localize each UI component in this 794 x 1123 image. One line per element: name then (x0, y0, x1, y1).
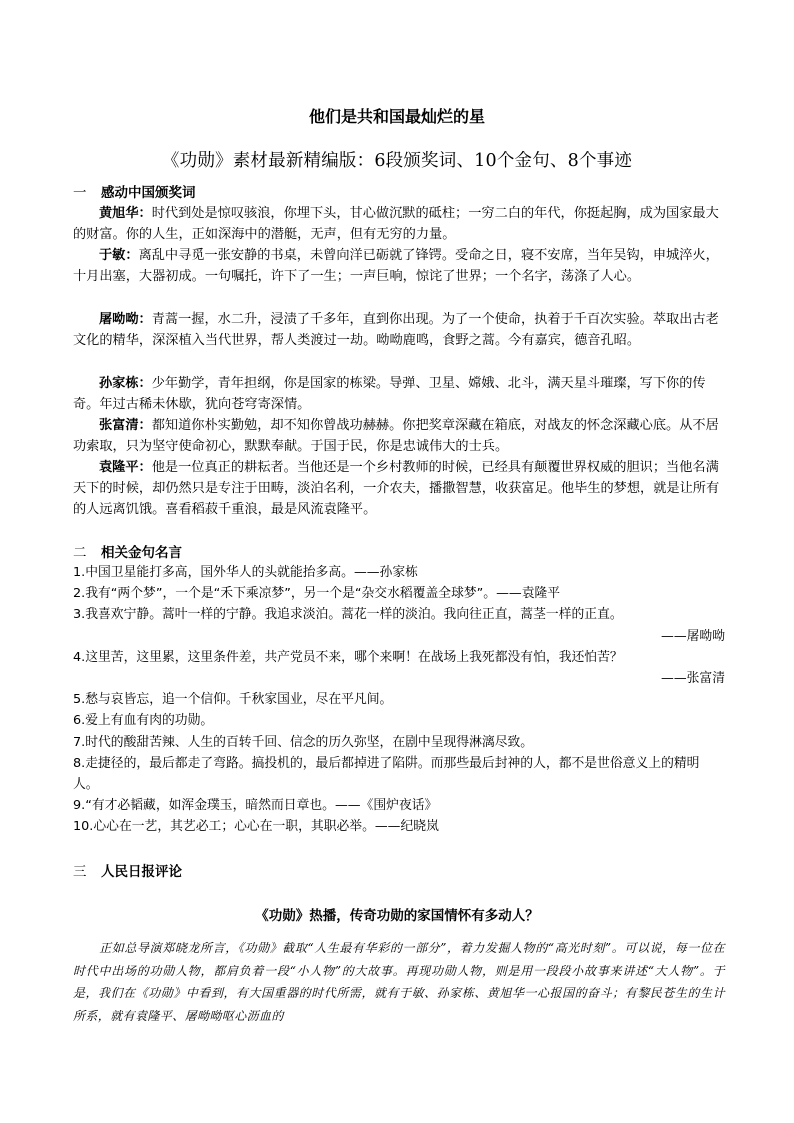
page-title: 他们是共和国最灿烂的星 (308, 107, 485, 126)
list-item: 10.心心在一艺，其艺必工；心心在一职，其职必举。——纪晓岚 (73, 819, 439, 835)
award-name: 屠呦呦： (99, 312, 152, 327)
section-title: 相关金句名言 (101, 545, 182, 561)
award-text: 少年勤学，青年担纲，你是国家的栋梁。导弹、卫星、嫦娥、北斗，满天星斗璀璨，写下你的传奇。年过古稀未休歇，犹向苍穹寄深情。 (73, 376, 706, 413)
quote-attribution: ——屠呦呦 (661, 628, 725, 644)
award-text: 时代到处是惊叹骇浪，你埋下头，甘心做沉默的砥柱；一穷二白的年代，你挺起胸，成为国家最大的财富。你的人生，正如深海中的潜艇，无声，但有无穷的力量。 (73, 206, 719, 243)
list-item: 7.时代的酸甜苦辣、人生的百转千回、信念的历久弥坚，在剧中呈现得淋漓尽致。 (73, 734, 534, 750)
award-name: 黄旭华： (99, 206, 152, 221)
award-entry (73, 373, 725, 415)
list-item: 8.走捷径的，最后都走了弯路。搞投机的，最后都掉进了陷阱。而那些最后封神的人，都不是世俗意义上的精明人。 (73, 755, 700, 793)
section-number: 三 (73, 864, 87, 880)
section-number: 一 (73, 185, 87, 201)
list-item: 1.中国卫星能打多高，国外华人的头就能抬多高。——孙家栋 (73, 565, 418, 580)
page-subtitle: 《功勋》素材最新精编版：6段颁奖词、10个金句、8个事迹 (161, 151, 633, 171)
award-text: 青蒿一握，水二升，浸渍了千多年，直到你出现。为了一个使命，执着于千百次实验。萃取出古老文化的精华，深深植入当代世界，帮人类渡过一劫。呦呦鹿鸣，食野之蒿。今有嘉宾，德音孔昭。 (73, 312, 719, 349)
award-text: 他是一位真正的耕耘者。当他还是一个乡村教师的时候，已经具有颠覆世界权威的胆识；当他名满天下的时候，却仍然只是专注于田畴，淡泊名利，一介农夫，播撒智慧，收获富足。他毕生的梦想，就是让所有的人远离饥饿。喜看稻菽千重浪，最是风流袁隆平。 (73, 460, 720, 518)
award-name: 孙家栋： (99, 376, 152, 391)
award-entry (73, 203, 725, 245)
award-entry (73, 457, 725, 521)
list-item: 3.我喜欢宁静。蒿叶一样的宁静。我追求淡泊。蒿花一样的淡泊。我向往正直，蒿茎一样的正直。 ——屠呦呦 (73, 604, 725, 646)
article-body: 正如总导演郑晓龙所言，《功勋》截取“人生最有华彩的一部分”，着力发掘人物的“高光时刻”。可以说，每一位在时代中出场的功勋人物，都肩负着一段“小人物”的大故事。再现功勋人物，则是用一段段小故事来讲述“大人物”。于是，我们在《功勋》中看到，有大国重器的时代所需，就有于敏、孙家栋、黄旭华一心报国的奋斗；有黎民苍生的生计所系，就有袁隆平、屠呦呦呕心沥血的 (73, 941, 725, 1023)
section-number: 二 (73, 545, 87, 561)
award-entry (73, 415, 725, 457)
award-name: 于敏： (99, 248, 139, 263)
award-entry (73, 309, 725, 351)
list-item: 6.爱上有血有肉的功勋。 (73, 713, 214, 729)
list-item: 9.“有才必韬藏，如浑金璞玉，暗然而日章也。——《围炉夜话》 (73, 798, 438, 814)
section-heading-commentary (73, 860, 182, 880)
section-title: 人民日报评论 (101, 864, 182, 880)
section-heading-quotes (73, 541, 182, 561)
article-title: 《功勋》热播，传奇功勋的家国情怀有多动人？ (255, 908, 539, 924)
list-item: 2.我有“两个梦”，一个是“禾下乘凉梦”，另一个是“杂交水稻覆盖全球梦”。——袁隆平 (73, 586, 561, 602)
quote-list (73, 562, 725, 838)
list-item: 4.这里苦，这里累，这里条件差，共产党员不来，哪个来啊！在战场上我死都没有怕，我还怕苦？ ——张富清 (73, 647, 725, 689)
section-title: 感动中国颁奖词 (101, 185, 196, 201)
section-heading-awards (73, 181, 196, 201)
quote-attribution: ——张富清 (661, 671, 725, 687)
award-name: 张富清： (99, 418, 152, 433)
award-entry (73, 245, 725, 287)
award-text: 都知道你朴实勤勉，却不知你曾战功赫赫。你把奖章深藏在箱底，对战友的怀念深藏心底。从不居功索取，只为坚守使命初心，默默奉献。于国于民，你是忠诚伟大的士兵。 (73, 418, 719, 455)
award-text: 离乱中寻觅一张安静的书桌，未曾向洋已砺就了锋锷。受命之日，寝不安席，当年吴钩，申城淬火，十月出塞，大器初成。一句嘱托，许下了一生；一声巨响，惊诧了世界；一个名字，荡涤了人心。 (73, 248, 719, 285)
award-name: 袁隆平： (99, 460, 152, 475)
list-item: 5.愁与哀皆忘，追一个信仰。千秋家国业，尽在平凡间。 (73, 692, 393, 708)
